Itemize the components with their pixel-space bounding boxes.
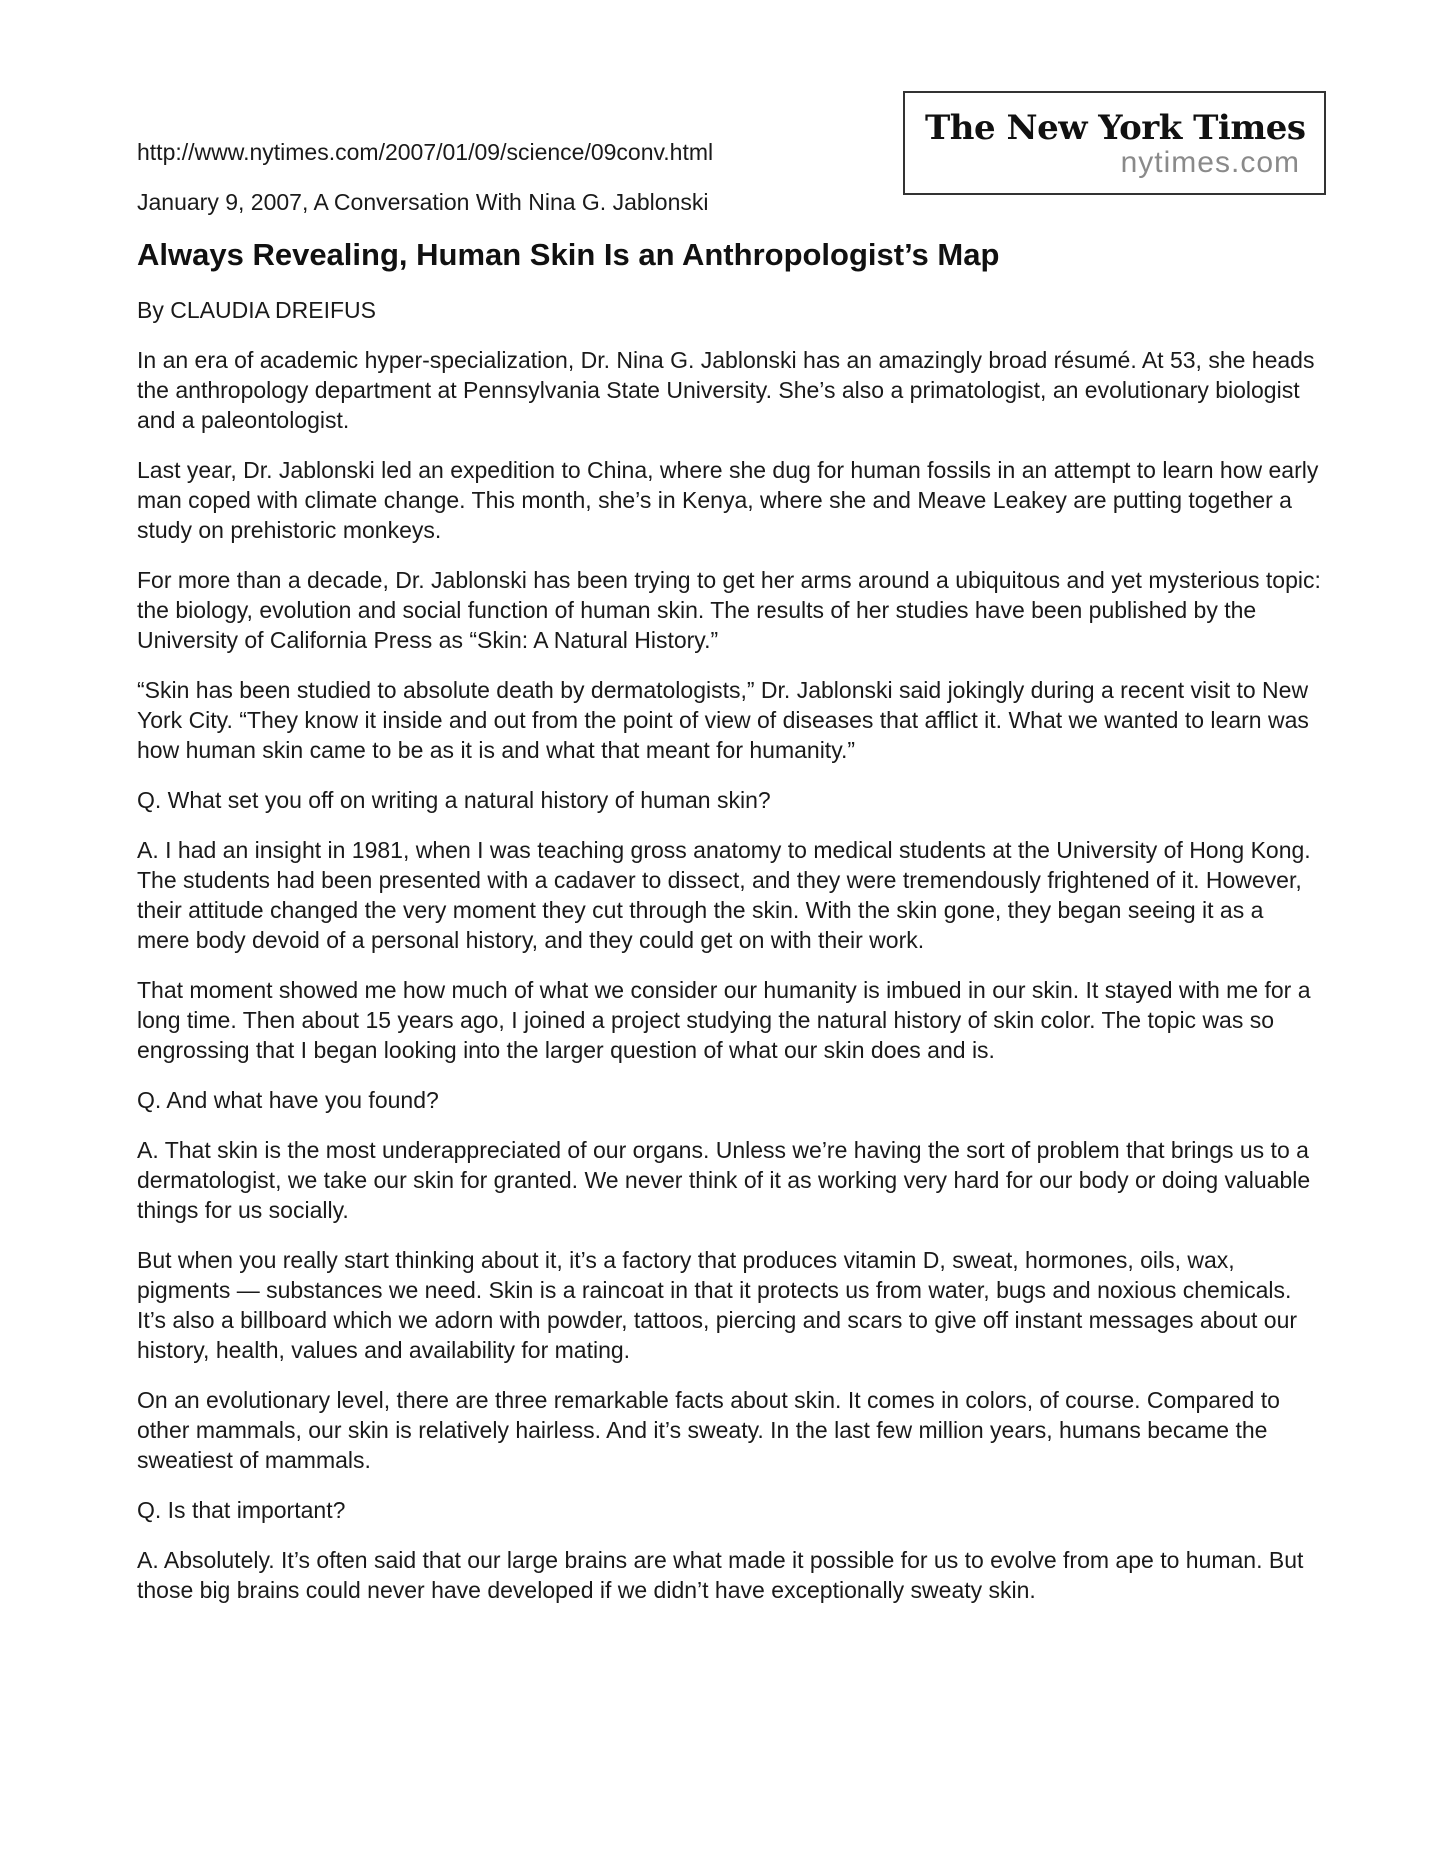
paragraph: For more than a decade, Dr. Jablonski has been trying to get her arms around a ubiquitous and yet mysterious topic: the biology, evolution and social function of human skin. The results of her studies have been published by the University of California Press as “Skin: A Natural History.” bbox=[137, 567, 1321, 653]
paragraph: “Skin has been studied to absolute death by dermatologists,” Dr. Jablonski said jokingly during a recent visit to New York City. “They know it inside and out from the point of view of diseases that afflict it. What we wanted to learn was how human skin came to be as it is and what that meant for humanity.” bbox=[137, 677, 1309, 763]
paragraph: Last year, Dr. Jablonski led an expedition to China, where she dug for human fossils in an attempt to learn how early man coped with climate change. This month, she’s in Kenya, where she and Meave Leakey are putting together a study on prehistoric monkeys. bbox=[137, 457, 1319, 543]
answer: A. Absolutely. It’s often said that our large brains are what made it possible for us to evolve from ape to human. But those big brains could never have developed if we didn’t have exceptionally sweaty skin. bbox=[137, 1547, 1304, 1603]
question: Q. And what have you found? bbox=[137, 1087, 439, 1113]
nyt-logo bbox=[903, 91, 1326, 195]
paragraph: That moment showed me how much of what we consider our humanity is imbued in our skin. It stayed with me for a long time. Then about 15 years ago, I joined a project studying the natural history of skin color. The topic was so engrossing that I began looking into the larger question of what our skin does and is. bbox=[137, 977, 1311, 1063]
article-url: http://www.nytimes.com/2007/01/09/science/09conv.html bbox=[137, 139, 714, 165]
article-headline: Always Revealing, Human Skin Is an Anthropologist’s Map bbox=[137, 237, 1000, 272]
question: Q. What set you off on writing a natural history of human skin? bbox=[137, 787, 771, 813]
article-body bbox=[137, 345, 1322, 1625]
masthead-name: The New York Times bbox=[925, 108, 1306, 148]
paragraph: In an era of academic hyper-specialization, Dr. Nina G. Jablonski has an amazingly broad résumé. At 53, she heads the anthropology department at Pennsylvania State University. She’s also a primatologist, an evolutionary biologist and a paleontologist. bbox=[137, 347, 1315, 433]
masthead-domain: nytimes.com bbox=[1120, 146, 1300, 179]
article-byline: By CLAUDIA DREIFUS bbox=[137, 297, 376, 323]
answer: A. I had an insight in 1981, when I was teaching gross anatomy to medical students at the University of Hong Kong. The students had been presented with a cadaver to dissect, and they were tremendously frightened of it. However, their attitude changed the very moment they cut through the skin. With the skin gone, they began seeing it as a mere body devoid of a personal history, and they could get on with their work. bbox=[137, 837, 1311, 953]
question: Q. Is that important? bbox=[137, 1497, 346, 1523]
answer: A. That skin is the most underappreciated of our organs. Unless we’re having the sort of problem that brings us to a dermatologist, we take our skin for granted. We never think of it as working very hard for our body or doing valuable things for us socially. bbox=[137, 1137, 1311, 1223]
article-dateline: January 9, 2007, A Conversation With Nina G. Jablonski bbox=[137, 189, 709, 215]
paragraph: On an evolutionary level, there are three remarkable facts about skin. It comes in colors, of course. Compared to other mammals, our skin is relatively hairless. And it’s sweaty. In the last few million years, humans became the sweatiest of mammals. bbox=[137, 1387, 1280, 1473]
paragraph: But when you really start thinking about it, it’s a factory that produces vitamin D, sweat, hormones, oils, wax, pigments — substances we need. Skin is a raincoat in that it protects us from water, bugs and noxious chemicals. It’s also a billboard which we adorn with powder, tattoos, piercing and scars to give off instant messages about our history, health, values and availability for mating. bbox=[137, 1247, 1298, 1363]
